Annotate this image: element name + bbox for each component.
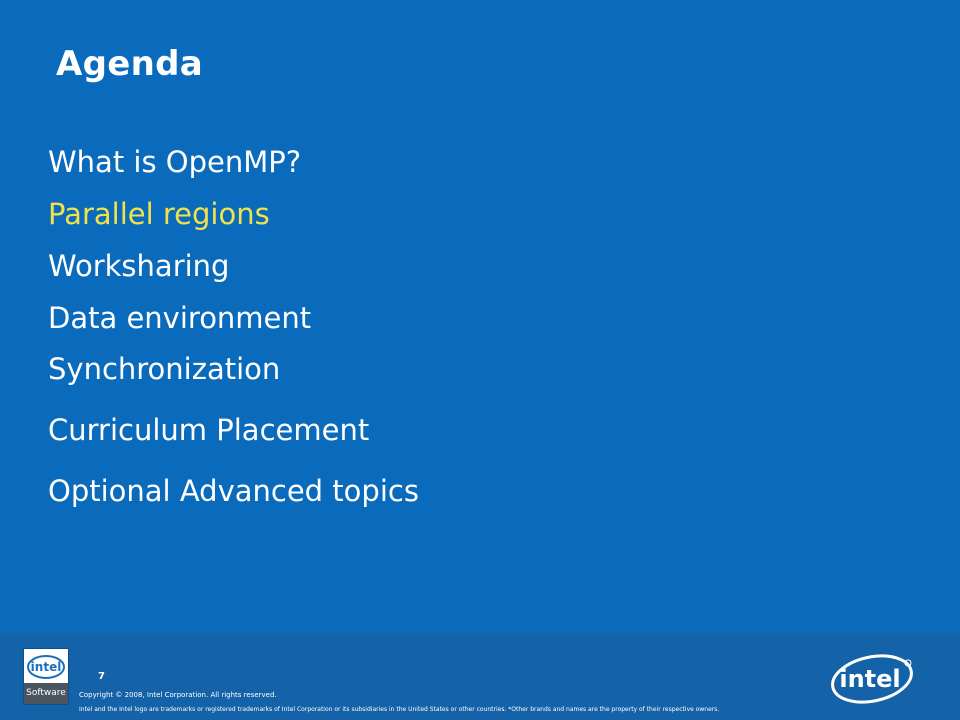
agenda-item-synchronization: Synchronization: [48, 352, 281, 386]
slide-footer: [0, 633, 960, 720]
agenda-item-data-environment: Data environment: [48, 301, 312, 335]
agenda-item-parallel-regions: Parallel regions: [48, 197, 270, 231]
intel-software-logo: [23, 648, 69, 705]
agenda-item-optional-advanced-topics: Optional Advanced topics: [48, 474, 419, 508]
intel-software-logo-top: [24, 649, 68, 683]
agenda-item-curriculum-placement: Curriculum Placement: [48, 413, 370, 447]
software-label: Software: [26, 688, 66, 698]
intel-badge-text: intel: [30, 660, 62, 674]
intel-logo-text: intel: [839, 665, 901, 693]
page-number: 7: [98, 671, 105, 682]
intel-logo-icon: [828, 649, 916, 705]
trademark-text: Intel and the Intel logo are trademarks or registered trademarks of Intel Corporation or its subsidiaries in the United States or other countries. *Other brands and names are the property of their respective owners.: [79, 706, 720, 713]
copyright-text: Copyright © 2008, Intel Corporation. All rights reserved.: [79, 691, 277, 699]
slide-title: Agenda: [56, 44, 203, 84]
intel-badge-icon: [24, 649, 68, 683]
agenda-item-worksharing: Worksharing: [48, 249, 230, 283]
agenda-item-what-is-openmp: What is OpenMP?: [48, 145, 302, 179]
intel-software-logo-bottom: [24, 683, 68, 704]
